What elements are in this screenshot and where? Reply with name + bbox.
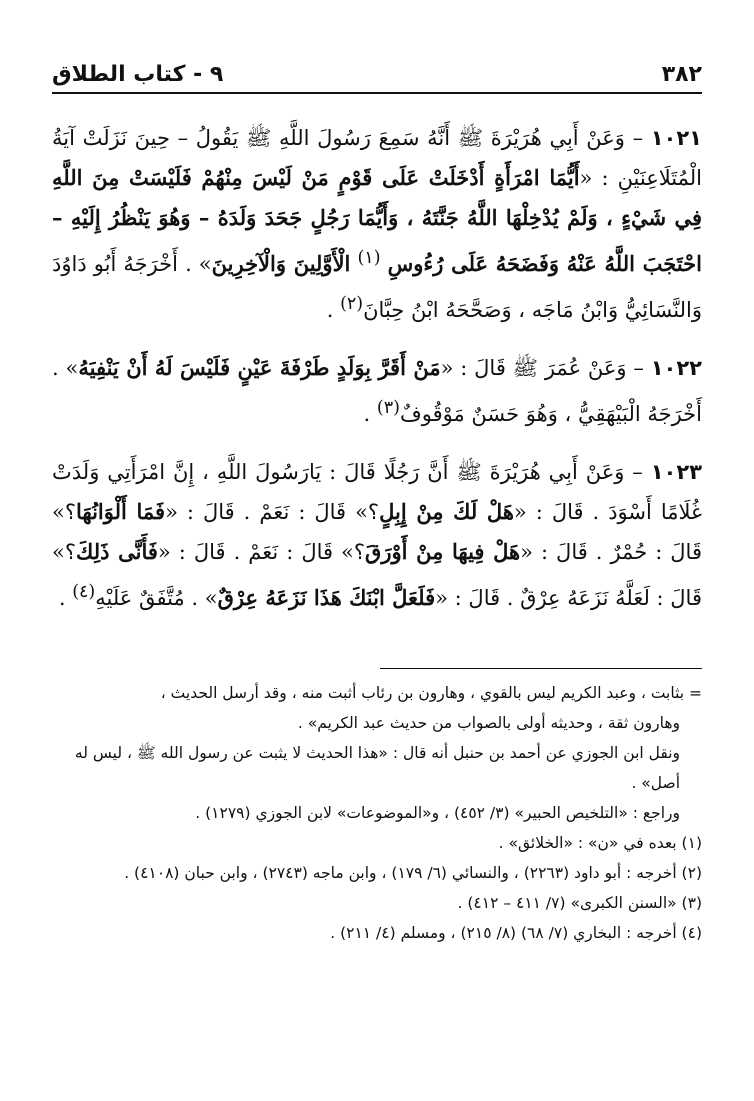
page-header (52, 56, 702, 92)
hadith-quote: الْأَوَّلِينَ وَالْآخِرِينَ (211, 251, 351, 276)
footnote-marker: (٣) (376, 398, 400, 418)
hadith-text: ؟» قَالَ : لَعَلَّهُ نَزَعَهُ عِرْقٌ . قَالَ : « (52, 540, 702, 610)
hadith-text: – وَعَنْ أَبِي هُرَيْرَةَ ﷺ أَنَّ رَجُلًا قَالَ : يَارَسُولَ اللَّهِ ، إِنَّ امْرَأَتِي وَلَدَتْ غُلَامًا أَسْوَدَ . قَالَ : « (52, 460, 702, 524)
hadith-1022 (52, 348, 702, 434)
hadith-quote: فَلَعَلَّ ابْنَكَ هَذَا نَزَعَهُ عِرْقٌ (217, 585, 436, 610)
punctuation: . (58, 586, 73, 610)
hadith-quote: أَيُّمَا امْرَأَةٍ أَدْخَلَتْ عَلَى قَوْمٍ مَنْ لَيْسَ مِنْهُمْ فَلَيْسَتْ مِنَ اللَّهِ فِي شَيْءٍ ، وَلَمْ يُدْخِلْهَا اللَّهُ جَنَّتَهُ ، وَأَيُّمَا رَجُلٍ جَحَدَ وَلَدَهُ – وَهُوَ يَنْظُرُ إِلَيْهِ – احْتَجَبَ اللَّهُ عَنْهُ وَفَضَحَهُ عَلَى رُءُوسِ (52, 165, 702, 276)
hadith-text: » . مُتَّفَقٌ عَلَيْهِ (95, 586, 218, 610)
hadith-text: – وَعَنْ عُمَرَ ﷺ قَالَ : « (440, 356, 644, 380)
hadith-number: ١٠٢١ (650, 126, 703, 150)
footnote-marker: (٢) (340, 294, 364, 314)
hadith-1021 (52, 118, 702, 330)
hadith-quote: فَمَا أَلْوَانُهَا (76, 499, 166, 524)
hadith-quote: مَنْ أَقَرَّ بِوَلَدٍ طَرْفَةَ عَيْنٍ فَلَيْسَ لَهُ أَنْ يَنْفِيَهُ (78, 355, 441, 380)
hadith-number: ١٠٢٢ (650, 356, 702, 380)
footnote-3: (٣) «السنن الكبرى» (٧/ ٤١١ – ٤١٢) . (457, 894, 702, 912)
footnotes (52, 678, 702, 948)
hadith-text: » . أَخْرَجَهُ الْبَيْهَقِيُّ ، وَهُوَ حَسَنٌ مَوْقُوفٌ (52, 356, 702, 426)
footnote-2: (٢) أخرجه : أبو داود (٢٢٦٣) ، والنسائي (٦/ ١٧٩) ، وابن ماجه (٢٧٤٣) ، وابن حبان (٤١٠٨) . (124, 864, 702, 882)
chapter-title: ٩ - كتاب الطلاق (52, 61, 224, 87)
header-divider (52, 92, 702, 94)
hadith-text: ؟» قَالَ : حُمْرٌ . قَالَ : « (52, 500, 702, 564)
footnote-4: (٤) أخرجه : البخاري (٧/ ٦٨) (٨/ ٢١٥) ، ومسلم (٤/ ٢١١) . (330, 924, 702, 942)
footnote-1: (١) بعده في «ن» : «الخلائق» . (498, 834, 702, 852)
footnote-marker: (١) (357, 248, 381, 268)
takhrij-text: أَخْرَجَهُ أَبُو دَاوُدَ وَالنَّسَائِيُّ وَابْنُ مَاجَه ، وَصَحَّحَهُ ابْنُ حِبَّانَ (52, 252, 702, 322)
hadith-quote: فَأَنَّى ذَلِكَ (76, 539, 158, 564)
footnote-marker: (٤) (72, 582, 96, 602)
punctuation: . (363, 402, 377, 426)
hadith-text: » . (185, 252, 212, 276)
footnote-continuation: وهارون ثقة ، وحديثه أولى بالصواب من حديث عبد الكريم» . (297, 714, 680, 732)
footnote-divider (380, 668, 702, 669)
footnote-continuation: وراجع : «التلخيص الحبير» (٣/ ٤٥٢) ، و«الموضوعات» لابن الجوزي (١٢٧٩) . (195, 804, 680, 822)
hadith-number: ١٠٢٣ (650, 460, 702, 484)
hadith-text: ؟» قَالَ : نَعَمْ . قَالَ : « (157, 540, 366, 564)
footnote-continuation: = بثابت ، وعبد الكريم ليس بالقوي ، وهارون بن رئاب أثبت منه ، وقد أرسل الحديث ، (160, 684, 702, 702)
page-number: ٣٨٢ (661, 61, 702, 87)
punctuation: . (326, 298, 341, 322)
hadith-text: – وَعَنْ أَبِي هُرَيْرَةَ ﷺ أَنَّهُ سَمِعَ رَسُولَ اللَّهِ ﷺ يَقُولُ – حِينَ نَزَلَتْ آيَةُ الْمُتَلَاعِنَيْنِ : « (52, 126, 702, 190)
hadith-text: ؟» قَالَ : نَعَمْ . قَالَ : « (165, 500, 380, 524)
hadith-quote: هَلْ لَكَ مِنْ إِبِلٍ (379, 499, 514, 524)
footnote-continuation: ونقل ابن الجوزي عن أحمد بن حنبل أنه قال : «هذا الحديث لا يثبت عن رسول الله ﷺ ، ليس له أصل» . (74, 744, 680, 792)
hadith-1023 (52, 452, 702, 618)
hadith-quote: هَلْ فِيهَا مِنْ أَوْرَقَ (365, 539, 521, 564)
main-text (52, 118, 702, 636)
